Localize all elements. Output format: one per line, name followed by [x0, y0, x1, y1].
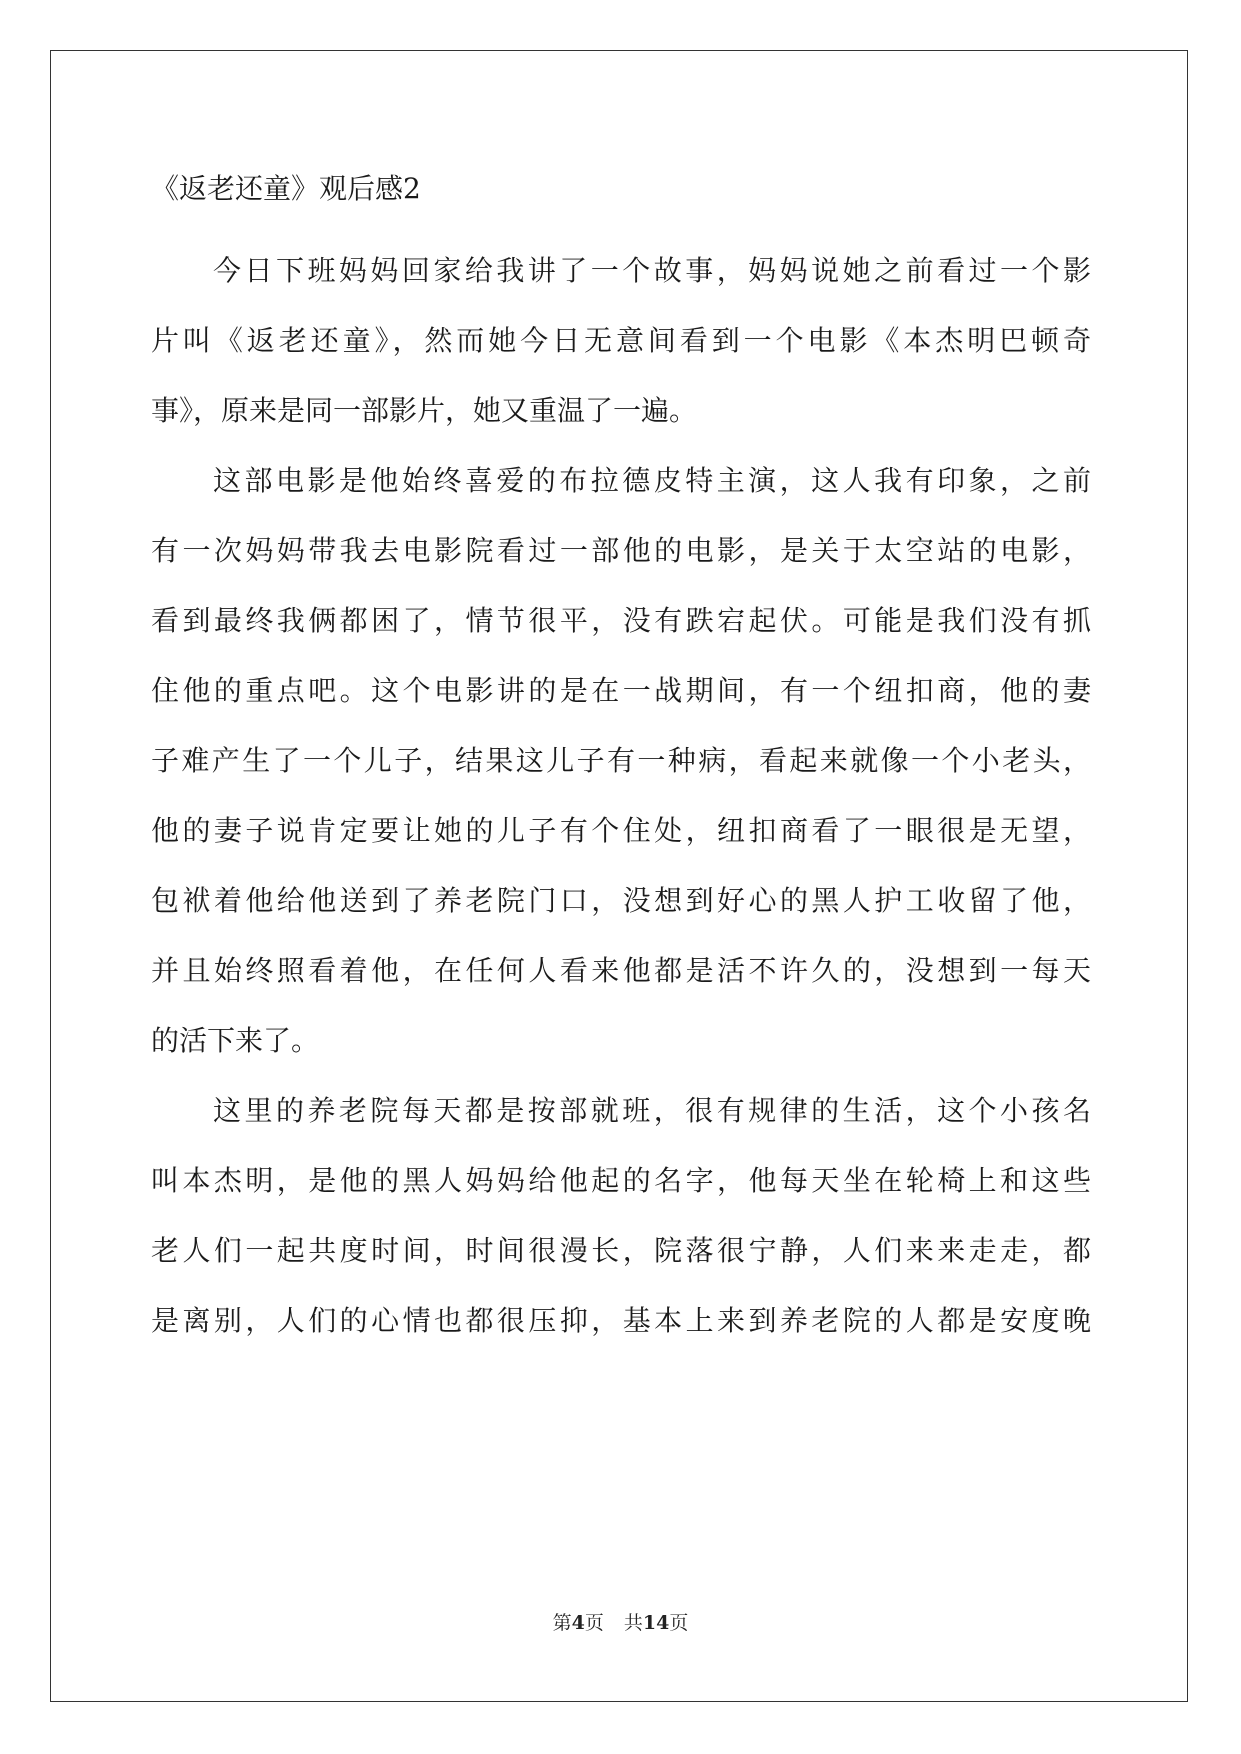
page-suffix: 页: [584, 1612, 604, 1634]
paragraph-2: [151, 446, 1091, 1076]
text-line: 今日下班妈妈回家给我讲了一个故事，妈妈说她之前看过一个影: [213, 254, 1091, 287]
total-pages: 14: [642, 1612, 670, 1634]
text-line: 包袱着他给他送到了养老院门口，没想到好心的黑人护工收留了他，: [151, 884, 1091, 917]
document-body: [151, 168, 1091, 1356]
total-prefix: 共: [623, 1612, 643, 1634]
text-line: 住他的重点吧。这个电影讲的是在一战期间，有一个纽扣商，他的妻: [151, 674, 1091, 707]
document-title: 《返老还童》观后感2: [151, 172, 421, 205]
text-line: 有一次妈妈带我去电影院看过一部他的电影，是关于太空站的电影，: [151, 534, 1091, 567]
text-line: 这部电影是他始终喜爱的布拉德皮特主演，这人我有印象，之前: [213, 464, 1091, 497]
text-line: 片叫《返老还童》，然而她今日无意间看到一个电影《本杰明巴顿奇: [151, 324, 1091, 357]
text-line: 的活下来了。: [151, 1024, 320, 1057]
page-prefix: 第: [552, 1612, 572, 1634]
paragraph-3: [151, 1076, 1091, 1356]
text-line: 事》，原来是同一部影片，她又重温了一遍。: [151, 394, 698, 427]
text-line: 他的妻子说肯定要让她的儿子有个住处，纽扣商看了一眼很是无望，: [151, 814, 1091, 847]
text-line: 老人们一起共度时间，时间很漫长，院落很宁静，人们来来走走，都: [151, 1234, 1091, 1267]
text-line: 并且始终照看着他，在任何人看来他都是活不许久的，没想到一每天: [151, 954, 1091, 987]
text-line: 看到最终我俩都困了，情节很平，没有跌宕起伏。可能是我们没有抓: [151, 604, 1091, 637]
paragraph-1: [151, 236, 1091, 446]
text-line: 叫本杰明，是他的黑人妈妈给他起的名字，他每天坐在轮椅上和这些: [151, 1164, 1091, 1197]
text-line: 是离别，人们的心情也都很压抑，基本上来到养老院的人都是安度晚: [151, 1304, 1091, 1337]
total-suffix: 页: [669, 1612, 689, 1634]
page-number: 4: [571, 1612, 585, 1634]
text-line: 子难产生了一个儿子，结果这儿子有一种病，看起来就像一个小老头，: [151, 744, 1091, 777]
text-line: 这里的养老院每天都是按部就班，很有规律的生活，这个小孩名: [213, 1094, 1091, 1127]
page-footer: [0, 1611, 1241, 1635]
